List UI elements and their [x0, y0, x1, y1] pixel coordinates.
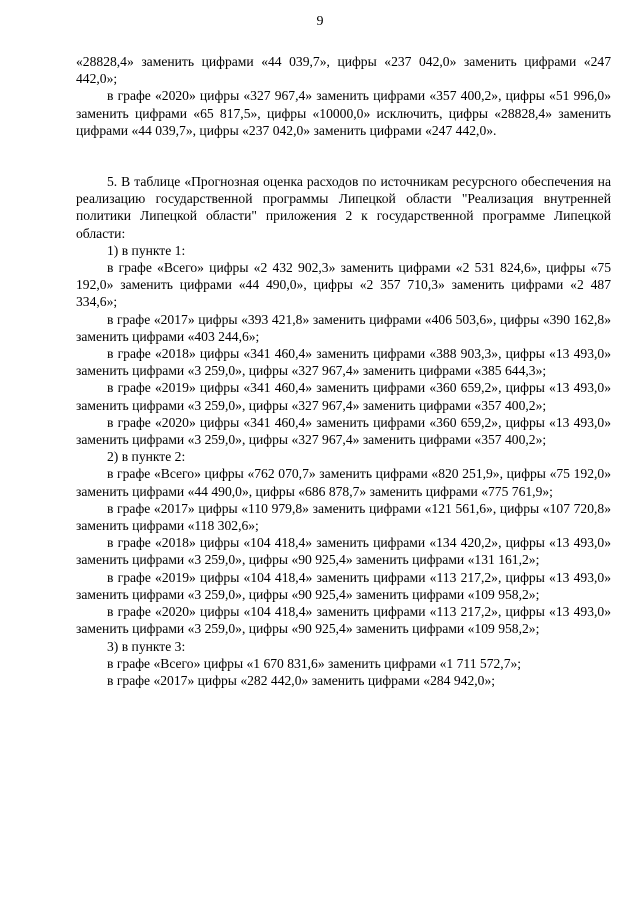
list-item: в графе «2019» цифры «104 418,4» заменить цифрами «113 217,2», цифры «13 493,0» заменить цифрами «3 259,0», цифры «90 925,4» заменить цифрами «109 958,2»;: [76, 569, 611, 602]
list-item: в графе «2018» цифры «341 460,4» заменить цифрами «388 903,3», цифры «13 493,0» заменить цифрами «3 259,0», цифры «327 967,4» заменить цифрами «385 644,3»;: [76, 346, 611, 379]
list-item: в графе «Всего» цифры «762 070,7» заменить цифрами «820 251,9», цифры «75 192,0» заменить цифрами «44 490,0», цифры «686 878,7» заменить цифрами «775 761,9»;: [76, 466, 611, 499]
document-body: [76, 53, 611, 689]
list-item: в графе «2017» цифры «110 979,8» заменить цифрами «121 561,6», цифры «107 720,8» заменить цифрами «118 302,6»;: [76, 500, 611, 534]
subitem-1-heading: 1) в пункте 1:: [107, 242, 186, 258]
list-item: в графе «Всего» цифры «1 670 831,6» заменить цифрами «1 711 572,7»;: [107, 655, 522, 671]
list-item: в графе «2020» цифры «341 460,4» заменить цифрами «360 659,2», цифры «13 493,0» заменить цифрами «3 259,0», цифры «327 967,4» заменить цифрами «357 400,2»;: [76, 414, 611, 448]
paragraph-gap: [76, 139, 611, 156]
paragraph-gap: [76, 156, 611, 173]
paragraph-continuation: «28828,4» заменить цифрами «44 039,7», цифры «237 042,0» заменить цифрами «247 442,0»;: [76, 54, 611, 87]
list-item: в графе «2019» цифры «341 460,4» заменить цифрами «360 659,2», цифры «13 493,0» заменить цифрами «3 259,0», цифры «327 967,4» заменить цифрами «357 400,2»;: [76, 380, 611, 413]
paragraph-2020-column: в графе «2020» цифры «327 967,4» заменить цифрами «357 400,2», цифры «51 996,0» заменить цифрами «65 817,5», цифры «10000,0» исключить, цифры «28828,4» заменить цифрами «44 039,7», цифры «237 042,0» заменить цифрами «247 442,0».: [76, 88, 611, 138]
list-item: в графе «2018» цифры «104 418,4» заменить цифрами «134 420,2», цифры «13 493,0» заменить цифрами «3 259,0», цифры «90 925,4» заменить цифрами «131 161,2»;: [76, 535, 611, 568]
list-item: в графе «2017» цифры «282 442,0» заменить цифрами «284 942,0»;: [107, 672, 496, 688]
subitem-2-heading: 2) в пункте 2:: [107, 449, 186, 465]
list-item: в графе «Всего» цифры «2 432 902,3» заменить цифрами «2 531 824,6», цифры «75 192,0» заменить цифрами «44 490,0», цифры «2 357 710,3» заменить цифрами «2 487 334,6»;: [76, 260, 611, 310]
page-number: 9: [316, 14, 324, 29]
subitem-3-heading: 3) в пункте 3:: [107, 638, 186, 654]
section-5-heading: 5. В таблице «Прогнозная оценка расходов по источникам ресурсного обеспечения на реализацию государственной программы Липецкой области "Реализация внутренней политики Липецкой области" приложения 2 к государственной программе Липецкой области:: [76, 174, 611, 241]
list-item: в графе «2020» цифры «104 418,4» заменить цифрами «113 217,2», цифры «13 493,0» заменить цифрами «3 259,0», цифры «90 925,4» заменить цифрами «109 958,2»;: [76, 604, 611, 637]
list-item: в графе «2017» цифры «393 421,8» заменить цифрами «406 503,6», цифры «390 162,8» заменить цифрами «403 244,6»;: [76, 311, 611, 344]
